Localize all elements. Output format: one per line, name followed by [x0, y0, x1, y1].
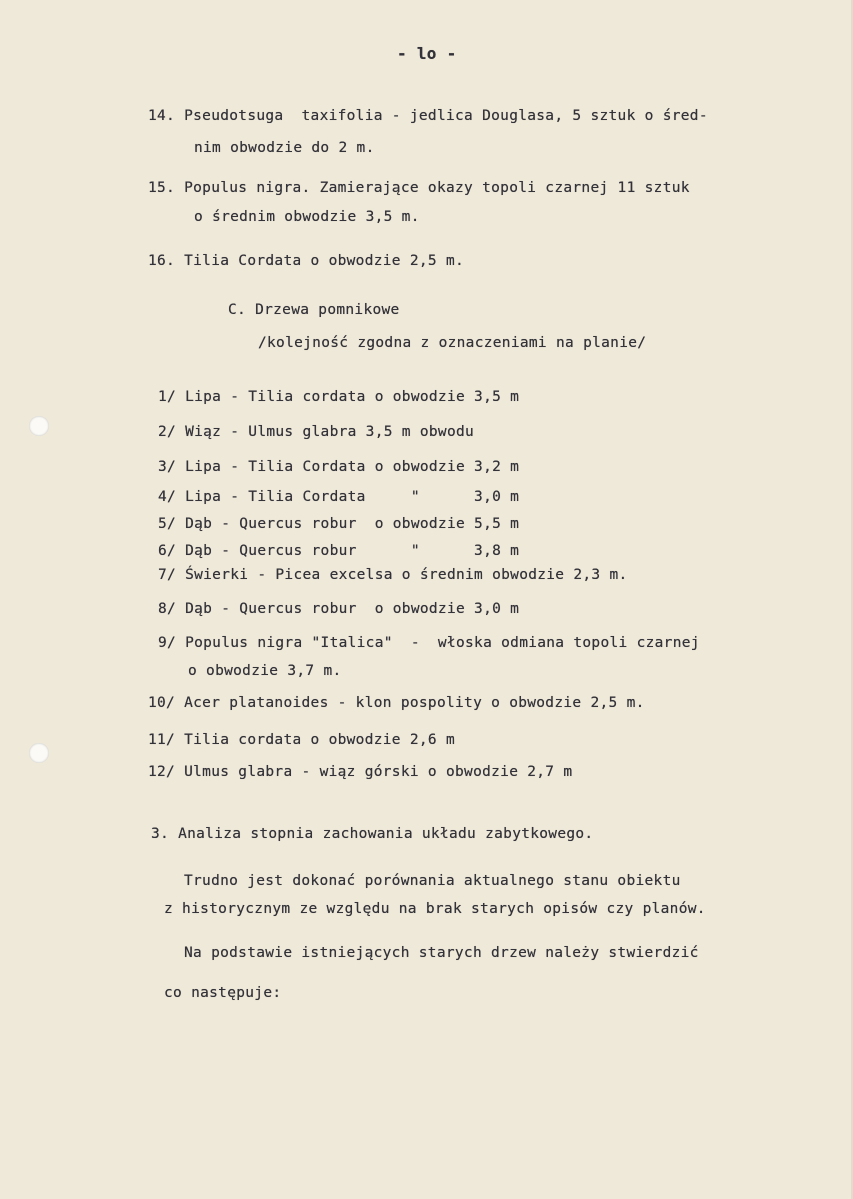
paragraph-1-line2: z historycznym ze względu na brak starych opisów czy planów. [164, 901, 706, 917]
monument-line-7: 7/ Świerki - Picea excelsa o średnim obwodzie 2,3 m. [158, 567, 628, 583]
item-16-line1: 16. Tilia Cordata o obwodzie 2,5 m. [148, 253, 465, 269]
monument-line-3: 3/ Lipa - Tilia Cordata o obwodzie 3,2 m [158, 459, 520, 475]
paragraph-2-line2: co następuje: [164, 985, 282, 1001]
item-14-line1: 14. Pseudotsuga taxifolia - jedlica Douglasa, 5 sztuk o śred- [148, 108, 708, 124]
item-15-line2: o średnim obwodzie 3,5 m. [194, 209, 420, 225]
monument-line-5: 5/ Dąb - Quercus robur o obwodzie 5,5 m [158, 516, 520, 532]
monument-line-6: 6/ Dąb - Quercus robur " 3,8 m [158, 543, 520, 559]
section-3-heading: 3. Analiza stopnia zachowania układu zabytkowego. [151, 826, 594, 842]
paragraph-2-line1: Na podstawie istniejących starych drzew należy stwierdzić [184, 945, 699, 961]
section-c-subheading: /kolejność zgodna z oznaczeniami na planie/ [258, 335, 647, 351]
paragraph-1-line1: Trudno jest dokonać porównania aktualnego stanu obiektu [184, 873, 681, 889]
monument-line-10: 10/ Acer platanoides - klon pospolity o obwodzie 2,5 m. [148, 695, 645, 711]
monument-line-8: 8/ Dąb - Quercus robur o obwodzie 3,0 m [158, 601, 520, 617]
monument-line-1: 1/ Lipa - Tilia cordata o obwodzie 3,5 m [158, 389, 520, 405]
punch-hole-bottom [29, 743, 49, 763]
page-number: - lo - [397, 44, 457, 63]
monument-line-12: 12/ Ulmus glabra - wiąz górski o obwodzie 2,7 m [148, 764, 573, 780]
monument-line-9: 9/ Populus nigra "Italica" - włoska odmiana topoli czarnej [158, 635, 700, 651]
item-15-line1: 15. Populus nigra. Zamierające okazy topoli czarnej 11 sztuk [148, 180, 690, 196]
section-c-heading: C. Drzewa pomnikowe [228, 302, 400, 318]
punch-hole-top [29, 416, 49, 436]
monument-line-11: 11/ Tilia cordata o obwodzie 2,6 m [148, 732, 456, 748]
monument-line-4: 4/ Lipa - Tilia Cordata " 3,0 m [158, 489, 520, 505]
monument-line-2: 2/ Wiąz - Ulmus glabra 3,5 m obwodu [158, 424, 475, 440]
item-14-line2: nim obwodzie do 2 m. [194, 140, 375, 156]
monument-line-9-cont: o obwodzie 3,7 m. [188, 663, 342, 679]
